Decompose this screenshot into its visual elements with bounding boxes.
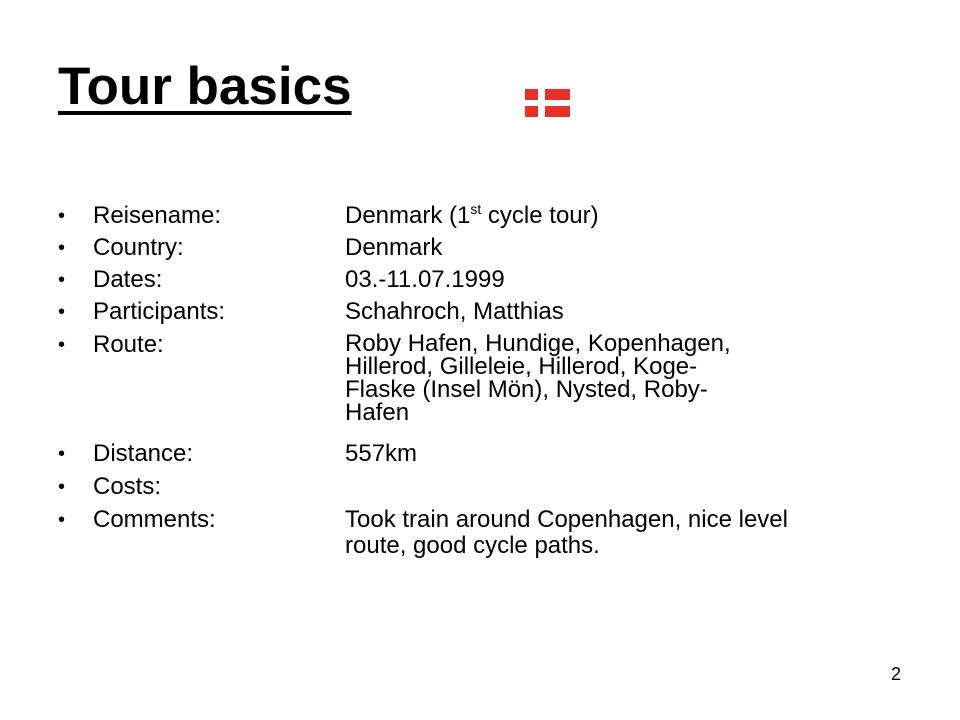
route-line: Hafen (345, 399, 410, 426)
bullet: • (58, 509, 66, 531)
item-label: Comments: (93, 506, 216, 533)
item-value: Schahroch, Matthias (345, 298, 564, 325)
comment-line: route, good cycle paths. (345, 532, 600, 559)
item-value-superscript: st (470, 201, 482, 217)
item-value: Denmark (345, 234, 443, 261)
route-line: Hillerod, Gilleleie, Hillerod, Koge- (345, 353, 698, 380)
bullet: • (58, 205, 66, 227)
item-label: Costs: (93, 473, 162, 500)
item-label: Dates: (93, 266, 163, 293)
route-line: Flaske (Insel Mön), Nysted, Roby- (345, 376, 708, 403)
item-value: 03.-11.07.1999 (345, 266, 505, 293)
item-label: Route: (93, 331, 164, 358)
bullet: • (58, 443, 66, 465)
item-value-suffix: cycle tour) (481, 202, 599, 229)
item-label: Distance: (93, 440, 194, 467)
item-value: 557km (345, 440, 418, 467)
item-label: Participants: (93, 298, 226, 325)
item-label: Country: (93, 234, 184, 261)
bullet: • (58, 301, 66, 323)
route-line: Roby Hafen, Hundige, Kopenhagen, (345, 330, 731, 357)
comment-line: Took train around Copenhagen, nice level (345, 506, 788, 533)
bullet: • (58, 476, 66, 498)
bullet: • (58, 334, 66, 356)
item-label: Reisename: (93, 202, 222, 229)
item-value-prefix: Denmark (1 (345, 202, 471, 229)
bullet: • (58, 269, 66, 291)
item-value (345, 332, 825, 424)
bullet: • (58, 237, 66, 259)
slide-title: Tour basics (58, 57, 352, 116)
page-number: 2 (891, 664, 902, 684)
item-value (345, 203, 825, 229)
item-value (345, 507, 825, 559)
